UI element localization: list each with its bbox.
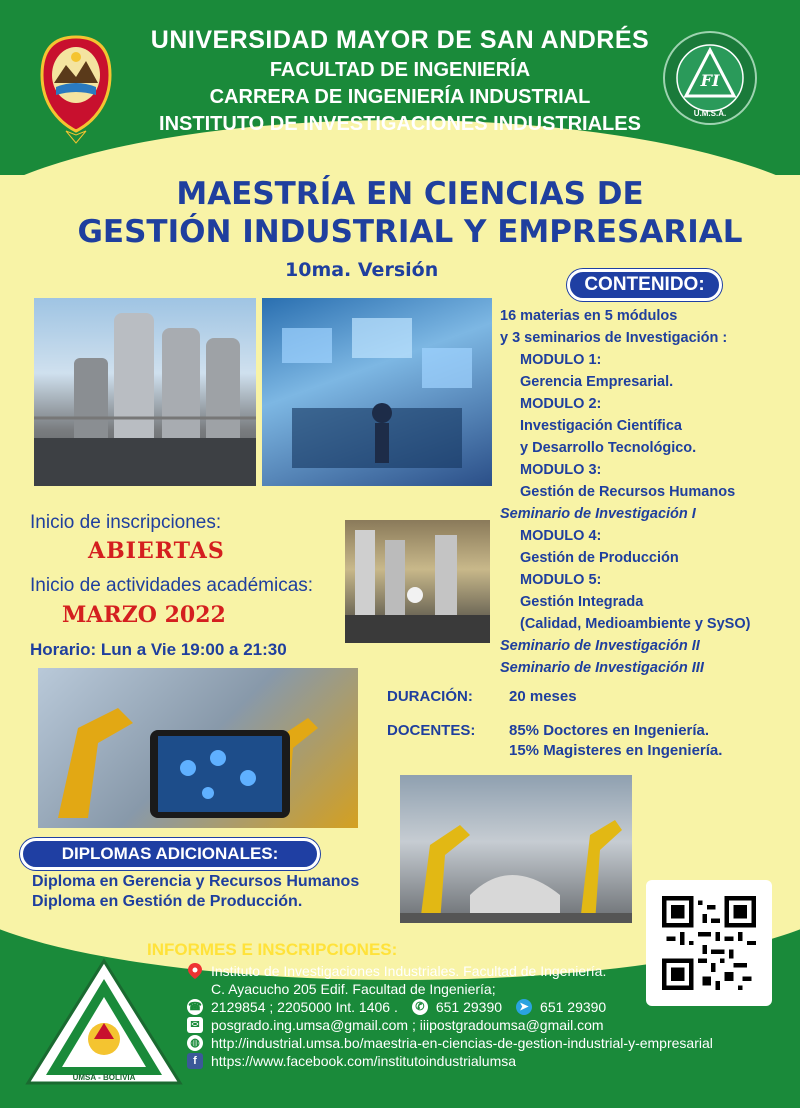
telegram-number[interactable]: 651 29390 bbox=[540, 999, 607, 1015]
inscripciones-status: ABIERTAS bbox=[88, 538, 225, 564]
modulo-5-title: MODULO 5: bbox=[520, 572, 602, 588]
program-version: 10ma. Versión bbox=[285, 259, 439, 281]
informes-contact bbox=[185, 962, 713, 1070]
actividades-date: MARZO 2022 bbox=[62, 602, 226, 628]
modulo-2-title: MODULO 2: bbox=[520, 396, 602, 412]
logo-bottom-caption: UMSA - BOLIVIA bbox=[72, 1073, 136, 1082]
diplomas-label: DIPLOMAS ADICIONALES: bbox=[20, 838, 320, 870]
phones: 2129854 ; 2205000 Int. 1406 . bbox=[211, 999, 398, 1015]
contenido-label: CONTENIDO: bbox=[567, 269, 722, 301]
photo-robot-arms-tablet bbox=[38, 668, 358, 828]
modulo-4-item: Gestión de Producción bbox=[520, 550, 679, 566]
website-link[interactable]: http://industrial.umsa.bo/maestria-en-ciencias-de-gestion-industrial-y-empresarial bbox=[211, 1035, 713, 1051]
program-title-line1: MAESTRÍA EN CIENCIAS DE bbox=[176, 176, 644, 212]
umsa-crest-logo bbox=[40, 35, 112, 145]
photo-food-production-line bbox=[345, 520, 490, 643]
institute-triangle-logo bbox=[24, 957, 184, 1087]
modulo-2-item2: y Desarrollo Tecnológico. bbox=[520, 440, 697, 456]
modulo-3-item: Gestión de Recursos Humanos bbox=[520, 484, 736, 500]
phones-row bbox=[185, 998, 713, 1016]
program-title-line2: GESTIÓN INDUSTRIAL Y EMPRESARIAL bbox=[77, 214, 743, 250]
facebook-link[interactable]: https://www.facebook.com/institutoindustrialumsa bbox=[211, 1053, 517, 1069]
facebook-icon: f bbox=[185, 1053, 205, 1069]
web-row bbox=[185, 1034, 713, 1052]
phone-icon: ☎ bbox=[188, 1001, 202, 1013]
location-pin-icon bbox=[185, 963, 205, 979]
diplomas-list bbox=[32, 872, 359, 912]
contenido-intro1: 16 materias en 5 módulos bbox=[500, 308, 678, 324]
duracion-value: 20 meses bbox=[509, 688, 577, 705]
photo-car-assembly-line bbox=[400, 775, 632, 923]
docentes-line2: 15% Magisteres en Ingeniería. bbox=[509, 742, 723, 759]
modulo-1-item: Gerencia Empresarial. bbox=[520, 374, 674, 390]
seminario-3: Seminario de Investigación III bbox=[500, 660, 704, 676]
whatsapp-number[interactable]: 651 29390 bbox=[435, 999, 503, 1015]
diploma-2: Diploma en Gestión de Producción. bbox=[32, 893, 303, 910]
address-line2: C. Ayacucho 205 Edif. Facultad de Ingeniería; bbox=[211, 981, 496, 997]
photo-digital-factory bbox=[262, 298, 492, 486]
diploma-1: Diploma en Gerencia y Recursos Humanos bbox=[32, 873, 360, 890]
fi-mark: FI bbox=[700, 71, 720, 90]
umsa-mark: U.M.S.A. bbox=[693, 109, 727, 118]
photo-industrial-silos bbox=[34, 298, 256, 486]
contenido-intro2: y 3 seminarios de Investigación : bbox=[500, 330, 728, 346]
horario: Horario: Lun a Vie 19:00 a 21:30 bbox=[30, 640, 287, 659]
globe-icon: ◍ bbox=[185, 1035, 205, 1051]
informes-title: INFORMES E INSCRIPCIONES: bbox=[147, 940, 398, 959]
seminario-2: Seminario de Investigación II bbox=[500, 638, 700, 654]
modulo-4-title: MODULO 4: bbox=[520, 528, 602, 544]
university-name: UNIVERSIDAD MAYOR DE SAN ANDRÉS bbox=[150, 26, 650, 54]
modulo-5-item2: (Calidad, Medioambiente y SySO) bbox=[520, 616, 751, 632]
email-addresses[interactable]: posgrado.ing.umsa@gmail.com ; iiipostgradoumsa@gmail.com bbox=[211, 1017, 604, 1033]
email-row bbox=[185, 1016, 713, 1034]
docentes-line1: 85% Doctores en Ingeniería. bbox=[509, 722, 710, 739]
seminario-1: Seminario de Investigación I bbox=[500, 506, 696, 522]
faculty-engineering-logo bbox=[662, 30, 758, 126]
actividades-label: Inicio de actividades académicas: bbox=[30, 575, 314, 596]
program-title bbox=[30, 176, 790, 250]
header-titles bbox=[120, 26, 680, 136]
address-row bbox=[185, 962, 713, 980]
email-icon: ✉ bbox=[185, 1017, 205, 1033]
contenido-list bbox=[500, 305, 795, 679]
inscripciones-label: Inicio de inscripciones: bbox=[30, 512, 222, 533]
modulo-1-title: MODULO 1: bbox=[520, 352, 602, 368]
institute-name: INSTITUTO DE INVESTIGACIONES INDUSTRIALES bbox=[159, 113, 641, 135]
address-row-2 bbox=[185, 980, 713, 998]
docentes-label: DOCENTES: bbox=[387, 722, 476, 739]
facebook-row bbox=[185, 1052, 713, 1070]
career-name: CARRERA DE INGENIERÍA INDUSTRIAL bbox=[209, 86, 591, 108]
modulo-2-item1: Investigación Científica bbox=[520, 418, 682, 434]
telegram-icon: ➤ bbox=[514, 999, 534, 1015]
faculty-name: FACULTAD DE INGENIERÍA bbox=[269, 59, 531, 81]
duracion-label: DURACIÓN: bbox=[387, 688, 473, 705]
address-line1: Instituto de Investigaciones Industriales. Facultad de Ingeniería. bbox=[211, 963, 607, 979]
whatsapp-icon: ✆ bbox=[410, 999, 430, 1015]
modulo-3-title: MODULO 3: bbox=[520, 462, 602, 478]
modulo-5-item1: Gestión Integrada bbox=[520, 594, 644, 610]
